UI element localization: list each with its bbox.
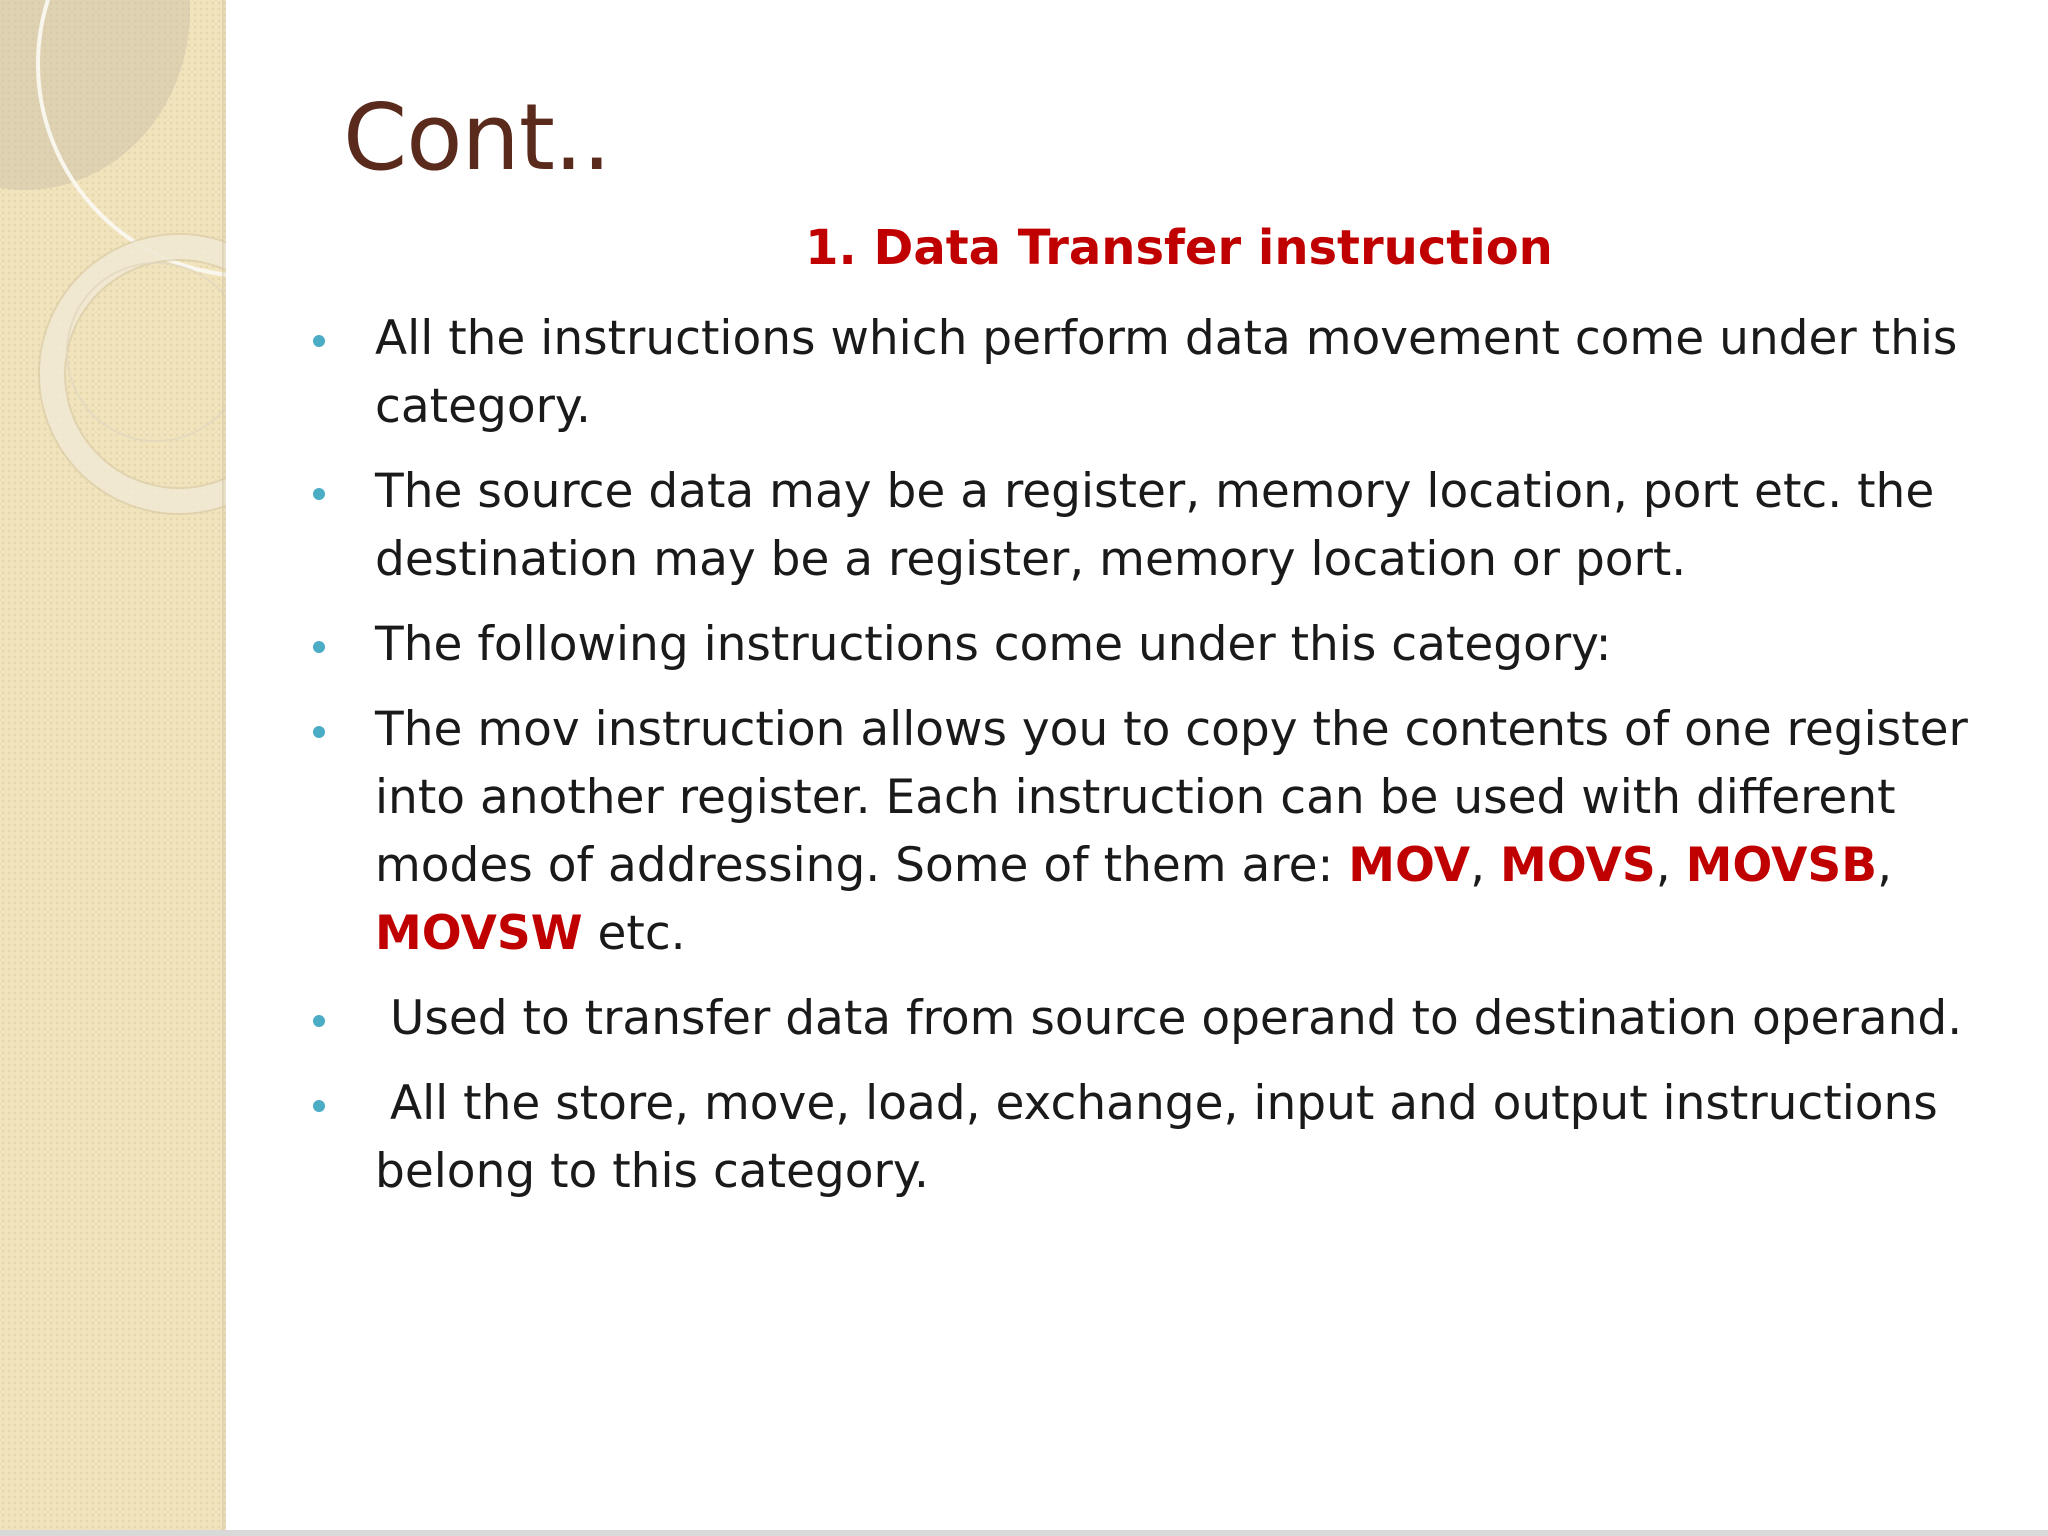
slide-subtitle: 1. Data Transfer instruction: [805, 220, 1553, 276]
separator: ,: [1655, 838, 1686, 893]
bullet-list: [375, 305, 1995, 1223]
bullet-item: [375, 985, 1995, 1053]
bullet-text-end: etc.: [582, 906, 686, 961]
bullet-dot-icon: [313, 1100, 325, 1112]
bullet-text: Used to transfer data from source operand to destination operand.: [375, 991, 1963, 1046]
bullet-item: [375, 458, 1995, 594]
bullet-text: All the instructions which perform data movement come under this category.: [375, 311, 1958, 434]
bullet-text: All the store, move, load, exchange, input and output instructions belong to this category.: [375, 1076, 1953, 1199]
bullet-text: The mov instruction allows you to copy the contents of one register into another register. Each instruction can be used with different modes of addressing. Some of them are:: [375, 702, 1968, 893]
bullet-dot-icon: [313, 726, 325, 738]
keyword-movs: MOVS: [1500, 838, 1656, 893]
bullet-item: [375, 1070, 1995, 1206]
bullet-text: The following instructions come under this category:: [375, 617, 1612, 672]
keyword-mov: MOV: [1348, 838, 1471, 893]
slide-title: Cont..: [343, 84, 611, 191]
bullet-item: [375, 696, 1995, 968]
bottom-divider: [0, 1530, 2048, 1536]
bullet-dot-icon: [313, 488, 325, 500]
bullet-item: [375, 305, 1995, 441]
separator: ,: [1877, 838, 1893, 893]
keyword-movsw: MOVSW: [375, 906, 583, 961]
keyword-movsb: MOVSB: [1685, 838, 1878, 893]
bullet-dot-icon: [313, 641, 325, 653]
bullet-item: [375, 611, 1995, 679]
separator: ,: [1470, 838, 1501, 893]
bullet-dot-icon: [313, 335, 325, 347]
bullet-dot-icon: [313, 1015, 325, 1027]
bullet-text: The source data may be a register, memory location, port etc. the destination may be a register, memory location or port.: [375, 464, 1935, 587]
